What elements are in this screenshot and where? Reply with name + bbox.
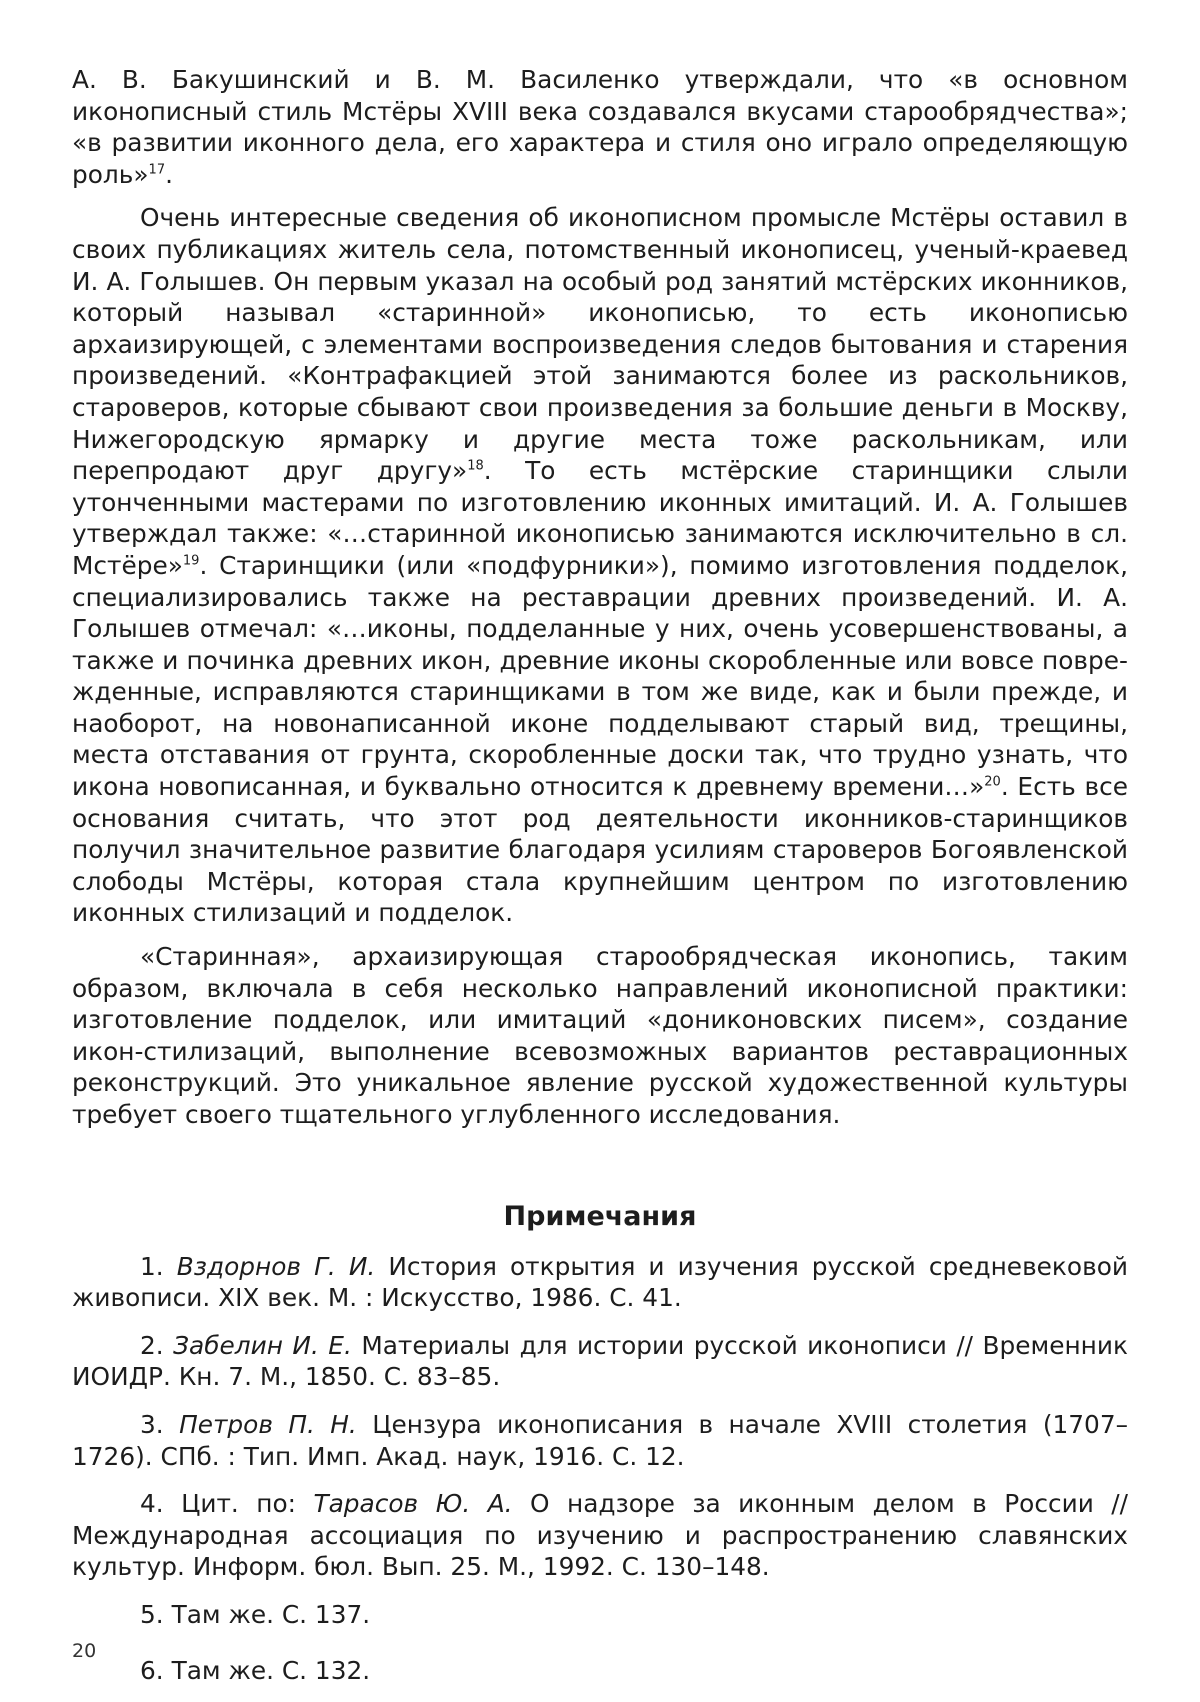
paragraph-1 bbox=[72, 64, 1128, 190]
paragraph-2-part-d: . Есть все основания считать, что этот род деятельности иконников-старинщиков получил значительное развитие благодаря усилиям староверов Богоявленской слободы Мстёры, которая стала крупнейшим центром по изготовлению иконных стилизаций и подделок. bbox=[72, 772, 1128, 928]
note-2-author: Забелин И. Е. bbox=[173, 1330, 352, 1360]
note-3-author: Петров П. Н. bbox=[179, 1409, 357, 1439]
paragraph-2-part-a: Очень интересные сведения об иконописном промысле Мстёры оставил в своих публикациях житель села, потомственный иконописец, ученый-краевед И. А. Голышев. Он первым указал на особый род занятий мстёрских иконников, который называл «старинной» иконописью, то есть иконописью архаизирующей, с элементами воспроизведения следов бытования и старения произведений. «Контрафакцией этой занимаются более из раскольников, староверов, которые сбывают свои произведения за большие деньги в Москву, Нижегородскую ярмарку и другие места тоже раскольникам, или перепродают друг другу» bbox=[72, 203, 1128, 486]
paragraph-2-part-b: . То есть мстёрские старинщики слыли утонченными мастерами по изготовлению иконных имитаций. И. А. Голышев утверждал также: «…старинной иконописью занимаются исключительно в сл. Мстёре» bbox=[72, 456, 1128, 580]
paragraph-1-text: А. В. Бакушинский и В. М. Василенко утверждали, что «в основном иконописный стиль Мстёры XVIII века создавался вкусами старообрядчества»; «в развитии иконного дела, его характера и стиля оно играло определяющую роль» bbox=[72, 65, 1128, 189]
paragraph-1-tail: . bbox=[165, 159, 173, 189]
footnote-ref-18: 18 bbox=[467, 458, 484, 474]
note-6 bbox=[72, 1655, 1128, 1687]
note-4-author: Тарасов Ю. А. bbox=[313, 1489, 513, 1519]
note-5 bbox=[72, 1599, 1128, 1631]
note-1-text: История открытия и изучения русской средневековой живописи. XIX век. М. : Искусство, 1986. С. 41. bbox=[72, 1251, 1128, 1313]
note-4-number: 4. bbox=[140, 1489, 164, 1519]
note-1-number: 1. bbox=[140, 1251, 164, 1281]
note-4-text: О надзоре за иконным делом в России // Международная ассоциация по изучению и распространению славянских культур. Информ. бюл. Вып. 25. М., 1992. С. 130–148. bbox=[72, 1489, 1128, 1582]
footnote-ref-20: 20 bbox=[984, 774, 1001, 790]
note-2-number: 2. bbox=[140, 1330, 164, 1360]
notes-heading: Примечания bbox=[503, 1200, 697, 1232]
footnote-ref-17: 17 bbox=[148, 162, 166, 178]
note-6-text: Там же. С. 132. bbox=[171, 1655, 371, 1685]
note-2 bbox=[72, 1330, 1128, 1393]
note-3-number: 3. bbox=[140, 1409, 164, 1439]
note-5-number: 5. bbox=[140, 1599, 164, 1629]
paragraph-2-part-c: . Старинщики (или «подфурники»), помимо изготовления подделок, специализировались также на реставрации древних произведений. И. А. Голышев отмечал: «…иконы, подделанные у них, очень усовершенствованы, а также и починка древних икон, древние иконы скоробленные или вовсе поврежденные, исправляются старинщиками в том же виде, как и были прежде, и наоборот, на новонаписанной иконе подделывают старый вид, трещины, места отставания от грунта, скоробленные доски так, что трудно узнать, что икона новописанная, и буквально относится к древнему времени…» bbox=[72, 550, 1128, 802]
note-3-text: Цензура иконописания в начале XVIII столетия (1707–1726). СПб. : Тип. Имп. Акад. наук, 1916. С. 12. bbox=[72, 1409, 1128, 1471]
note-3 bbox=[72, 1409, 1128, 1472]
note-1 bbox=[72, 1251, 1128, 1314]
note-6-number: 6. bbox=[140, 1655, 164, 1685]
paragraph-2 bbox=[72, 202, 1128, 929]
note-2-text: Материалы для истории русской иконописи // Временник ИОИДР. Кн. 7. М., 1850. С. 83–85. bbox=[72, 1330, 1128, 1392]
paragraph-3: «Старинная», архаизирующая старообрядческая иконопись, таким образом, включала в себя несколько направлений иконописной практики: изготовление подделок, или имитаций «дониконовских писем», создание икон-стилизаций, выполнение всевозможных вариантов реставрационных реконструкций. Это уникальное явление русской художественной культуры требует своего тщательного углубленного исследования. bbox=[72, 942, 1128, 1129]
page-number: 20 bbox=[72, 1640, 97, 1662]
note-5-text: Там же. С. 137. bbox=[171, 1599, 371, 1629]
note-4 bbox=[72, 1488, 1128, 1583]
note-4-prefix: Цит. по: bbox=[181, 1489, 297, 1519]
page-content bbox=[72, 64, 1128, 1702]
footnote-ref-19: 19 bbox=[182, 553, 200, 569]
note-1-author: Вздорнов Г. И. bbox=[176, 1251, 376, 1281]
